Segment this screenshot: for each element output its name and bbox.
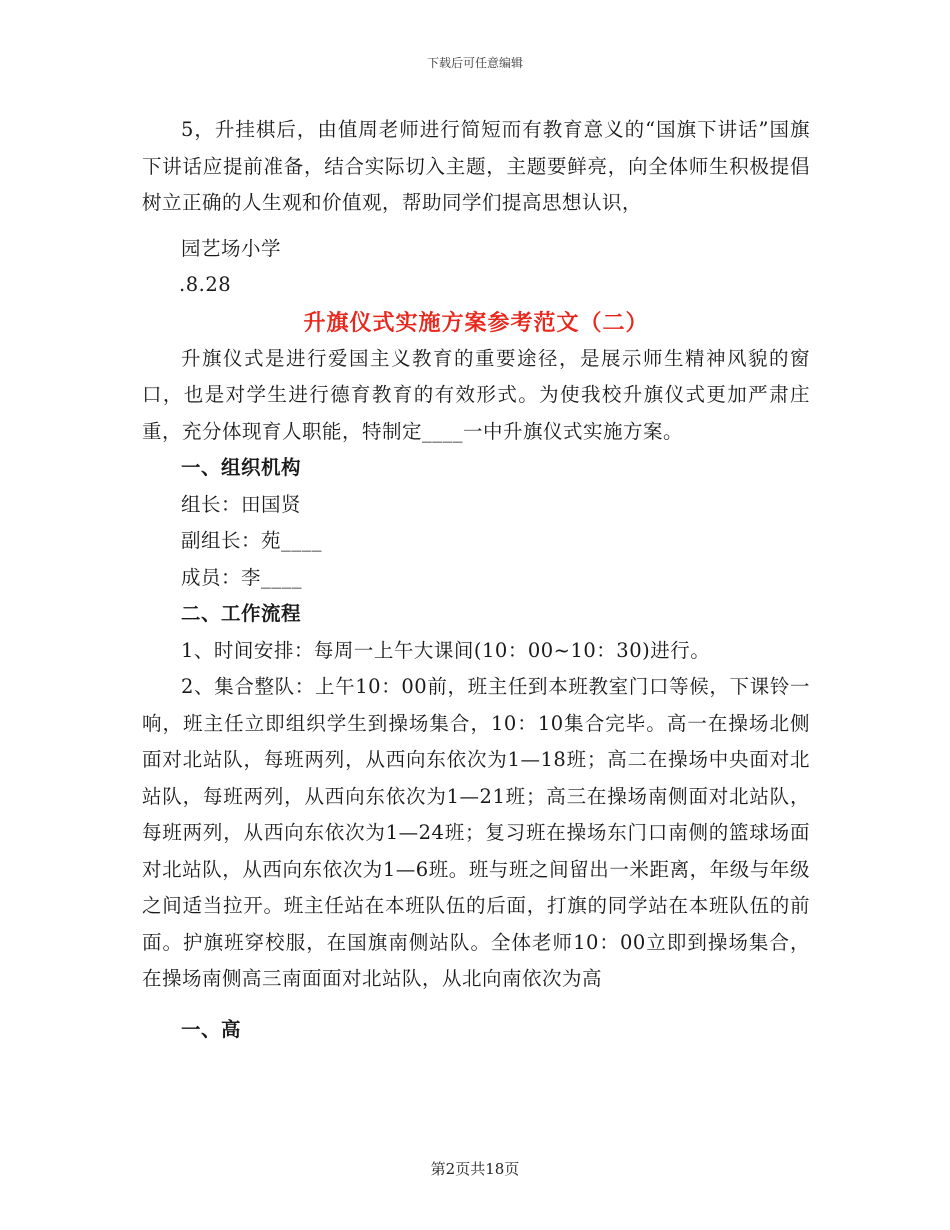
workflow-step-1: 1、时间安排：每周一上午大课间(10：00~10：30)进行。: [181, 638, 711, 662]
section-heading-organization: 一、组织机构: [181, 456, 302, 479]
document-date: .8.28: [179, 273, 232, 296]
leader-line: 组长：田国贤: [181, 492, 302, 516]
section-heading-workflow: 二、工作流程: [181, 602, 302, 625]
page-footer: 第2页共18页: [430, 1160, 520, 1178]
document-body: [142, 112, 810, 1048]
school-name: 园艺场小学: [181, 236, 282, 260]
workflow-step-2: 2、集合整队：上午10：00前，班主任到本班教室门口等候，下课铃一响，班主任立即组织学生到操场集合，10：10集合完毕。高一在操场北侧面对北站队，每班两列，从西向东依次为1—18班；高二在操场中央面对北站队，每班两列，从西向东依次为1—21班；高三在操场南侧面对北站队，每班两列，从西向东依次为1—24班；复习班在操场东门口南侧的篮球场面对北站队，从西向东依次为1—6班。班与班之间留出一米距离，年级与年级之间适当拉开。班主任站在本班队伍的后面，打旗的同学站在本班队伍的前面。护旗班穿校服，在国旗南侧站队。全体老师10：00立即到操场集合，在操场南侧高三南面面对北站队，从北向南依次为高: [142, 675, 810, 990]
vice-leader-line: 副组长：苑____: [181, 529, 323, 552]
page-header: 下载后可任意编辑: [426, 56, 523, 70]
intro-paragraph: 升旗仪式是进行爱国主义教育的重要途径，是展示师生精神风貌的窗口，也是对学生进行德育教育的有效形式。为使我校升旗仪式更加严肃庄重，充分体现育人职能，特制定____一中升旗仪式实施方案。: [142, 346, 810, 443]
section-heading-partial: 一、高: [181, 1017, 242, 1041]
paragraph-item-5: 5，升挂棋后，由值周老师进行简短而有教育意义的“国旗下讲话”国旗下讲话应提前准备，结合实际切入主题，主题要鲜亮，向全体师生积极提倡树立正确的人生观和价值观，帮助同学们提高思想认识，: [142, 118, 810, 214]
members-line: 成员：李____: [181, 565, 303, 589]
document-title: 升旗仪式实施方案参考范文（二）: [303, 309, 649, 336]
